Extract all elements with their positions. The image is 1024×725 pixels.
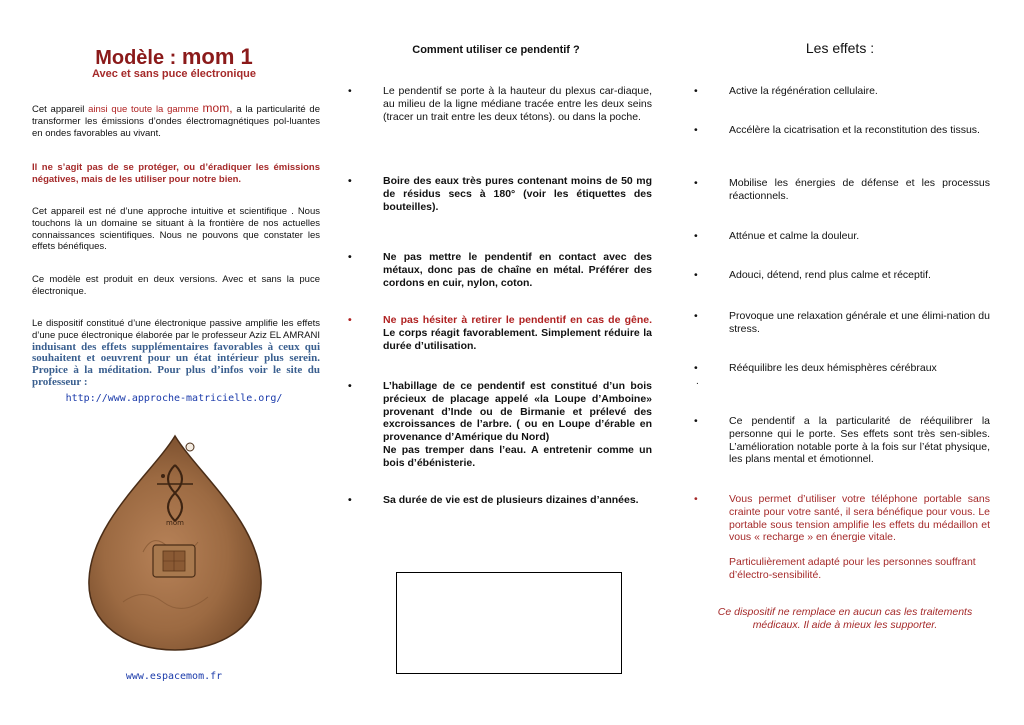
usage-item [340, 85, 652, 123]
pendant-engraving: mom [166, 519, 184, 527]
bullet-icon: • [694, 493, 698, 505]
usage-item-text: Le pendentif se porte à la hauteur du plexus car-diaque, au milieu de la ligne médiane tracée entre les deux seins (tracer un trait entre les deux tétons). ou dans la poche. [383, 85, 652, 123]
wood-description: L’habillage de ce pendentif est constitué d’un bois précieux de placage appelé «la Loupe d’Amboine» provenant d’Inde ou de Birmanie et prélevé des excroissances de l’arbre. ( ou en Loupe d’érable en provenance d’Amérique du Nord) [383, 380, 652, 444]
bullet-icon: • [348, 494, 352, 506]
usage-warning-rest: Le corps réagit favorablement. Simplement réduire la durée d’utilisation. [383, 326, 652, 352]
effect-item-text: Active la régénération cellulaire. [729, 85, 878, 97]
effect-item [690, 85, 990, 98]
bullet-icon: • [694, 415, 698, 427]
effect-item [690, 124, 990, 137]
bullet-icon: • [694, 362, 698, 374]
left-column [28, 0, 320, 725]
intro-text-a: Cet appareil [32, 104, 89, 115]
bullet-icon: • [694, 269, 698, 281]
professor-link[interactable]: http://www.approche-matricielle.org/ [65, 393, 283, 404]
usage-item-text [383, 380, 652, 470]
bullet-icon: • [348, 85, 352, 97]
model-title-prefix: Modèle : [95, 47, 182, 69]
usage-title: Comment utiliser ce pendentif ? [412, 44, 580, 56]
versions-paragraph: Ce modèle est produit en deux versions. Avec et sans la puce électronique. [32, 274, 320, 297]
chip-text-a: Le dispositif constitué d’une électronique passive amplifie les effets d’une puce électronique élaborée par le professeur Aziz EL AMRANI [32, 318, 320, 341]
bullet-icon: • [694, 85, 698, 97]
usage-item-text: Boire des eaux très pures contenant moins de 50 mg de résidus secs à 180° (voir les étiquettes des bouteilles). [383, 175, 652, 213]
model-title-main: mom 1 [181, 44, 253, 69]
effect-item-text: Atténue et calme la douleur. [729, 230, 860, 242]
wood-care: Ne pas tremper dans l’eau. A entretenir comme un bois d’ébénisterie. [383, 443, 652, 469]
effect-item [690, 493, 990, 544]
bullet-icon: • [348, 251, 352, 263]
middle-column [340, 0, 652, 725]
usage-item [340, 175, 652, 213]
bullet-icon: • [348, 175, 352, 187]
effect-item [690, 415, 990, 466]
model-title [28, 44, 320, 70]
intro-text-e: a la particularité de transformer les émissions d’ondes électromagnétiques pol-luantes en ondes favorables au vivant. [32, 104, 320, 139]
effect-item [690, 269, 990, 282]
electro-sensitivity-note: Particulièrement adapté pour les personnes souffrant d’électro-sensibilité. [729, 556, 976, 581]
chip-icon [153, 545, 195, 577]
usage-item [340, 380, 652, 470]
chip-text-b: induisant des effets supplémentaires favorables à ceux qui souhaitent et oeuvrent pour un état intérieur plus serein. Propice à la méditation. Pour plus d’infos voir le site du professeur : [32, 340, 320, 388]
effect-item-text: Ce pendentif a la particularité de rééquilibrer la personne qui le porte. Ses effets sont très sen-sibles. L’amélioration notable porte à la fois sur l’état physique, les plans mental et émotionnel. [729, 415, 990, 466]
model-subtitle: Avec et sans puce électronique [91, 68, 257, 80]
stray-dot: . [696, 376, 699, 387]
intro-comma: , [229, 101, 233, 115]
usage-item-text: Ne pas mettre le pendentif en contact avec des métaux, donc pas de chaîne en métal. Préférer des cordons en cuir, nylon, coton. [383, 251, 652, 289]
bullet-icon: • [348, 380, 352, 392]
pendant-image [83, 432, 267, 654]
right-column [690, 0, 990, 725]
effect-item [690, 230, 990, 243]
intro-text-b: ainsi que toute la gamme [88, 104, 203, 115]
usage-item [340, 314, 652, 352]
bullet-icon: • [694, 177, 698, 189]
usage-item [340, 494, 652, 507]
intro-paragraph [32, 103, 320, 139]
usage-item-text [383, 314, 652, 352]
empty-frame [396, 572, 622, 674]
bullet-icon: • [348, 314, 352, 326]
effect-item [690, 177, 990, 203]
bullet-icon: • [694, 124, 698, 136]
effect-item-text: Accélère la cicatrisation et la reconstitution des tissus. [729, 124, 980, 136]
effect-item-text: Adouci, détend, rend plus calme et réceptif. [729, 269, 931, 281]
effect-item [690, 310, 990, 336]
usage-item [340, 251, 652, 289]
bullet-icon: • [694, 310, 698, 322]
effect-item [690, 362, 990, 375]
effect-item-text: Provoque une relaxation générale et une élimi-nation du stress. [729, 310, 990, 335]
origin-paragraph: Cet appareil est né d’une approche intuitive et scientifique . Nous touchons là un domaine se situant à la frontière de nos actuelles connaissances scientifiques. Nous ne pouvons que constater les effets bénéfiques. [32, 206, 320, 253]
effect-item-text: Rééquilibre les deux hémisphères cérébraux [729, 362, 937, 374]
intro-brand: mom [202, 101, 230, 115]
medical-disclaimer: Ce dispositif ne remplace en aucun cas les traitements médicaux. Il aide à mieux les supporter. [717, 606, 973, 631]
bullet-icon: • [694, 230, 698, 242]
website-link[interactable]: www.espacemom.fr [125, 671, 223, 682]
chip-paragraph [32, 318, 320, 389]
effect-item-text: Vous permet d’utiliser votre téléphone portable sans crainte pour votre santé, il sera bénéfique pour vous. Le portable sous tension amplifie les effets du médaillon et vous « recharge » en énergie vitale. [729, 493, 990, 544]
effects-title: Les effets : [805, 40, 875, 56]
usage-item-text: Sa durée de vie est de plusieurs dizaines d’années. [383, 494, 639, 506]
warning-paragraph: Il ne s’agit pas de se protéger, ou d’éradiquer les émissions négatives, mais de les utiliser pour notre bien. [32, 162, 320, 185]
effect-item-text: Mobilise les énergies de défense et les processus réactionnels. [729, 177, 990, 202]
usage-warning-text: Ne pas hésiter à retirer le pendentif en cas de gêne. [383, 314, 652, 326]
